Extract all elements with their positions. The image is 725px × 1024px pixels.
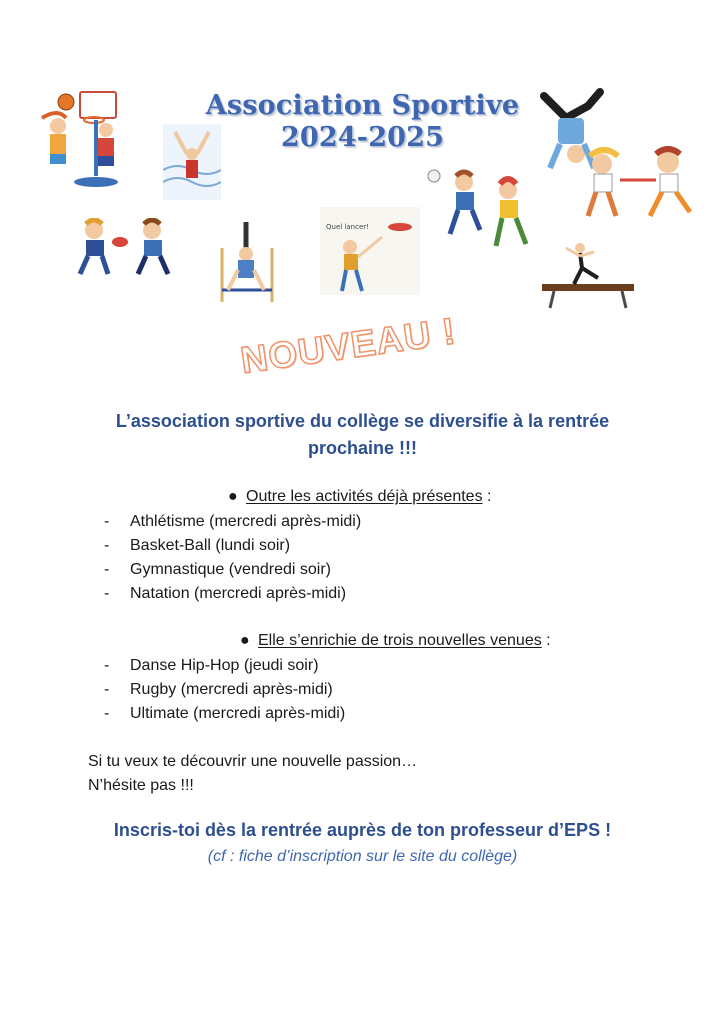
closing-line-2: N’hésite pas !!! [88,777,194,794]
gymnast-bar-clipart [216,218,278,302]
activity-athletisme: Athlétisme (mercredi après-midi) [130,513,362,530]
existing-heading-suffix: : [482,488,492,505]
handball-kids-clipart [424,160,542,252]
activity-hiphop: Danse Hip-Hop (jeudi soir) [130,657,319,674]
existing-heading-text: Outre les activités déjà présentes [246,488,483,505]
list-item: - Natation (mercredi après-midi) [104,585,347,602]
bullet-dot-icon: ● [240,632,250,649]
ultimate-frisbee-clipart [320,207,420,295]
list-item: - Basket-Ball (lundi soir) [104,537,291,554]
existing-activities-heading [228,488,491,506]
activity-basket: Basket-Ball (lundi soir) [130,537,291,554]
new-heading-suffix: : [541,632,551,649]
svg-text:Quel lancer!: Quel lancer! [326,223,369,231]
closing-line-1: Si tu veux te découvrir une nouvelle passion… [88,753,418,770]
list-item: - Rugby (mercredi après-midi) [104,681,333,698]
activity-gymnastique: Gymnastique (vendredi soir) [130,561,331,578]
nouveau-banner: NOUVEAU ! [238,310,459,382]
intro-line-2: prochaine !!! [307,438,417,458]
activity-natation: Natation (mercredi après-midi) [130,585,347,602]
relay-runners-clipart [580,146,700,226]
rugby-kids-clipart [72,218,180,278]
page-title: Association Sportive [205,90,520,121]
closing-text [88,750,417,798]
signup-note: (cf : fiche d’inscription sur le site du collège) [207,848,518,865]
activity-ultimate: Ultimate (mercredi après-midi) [130,705,346,722]
list-item: - Danse Hip-Hop (jeudi soir) [104,657,319,674]
basketball-clipart [36,86,132,190]
new-heading-text: Elle s’enrichie de trois nouvelles venues [258,632,542,649]
intro-line-1: L’association sportive du collège se diversifie à la rentrée [115,411,610,431]
balance-beam-clipart [540,238,636,310]
signup-call-to-action: Inscris-toi dès la rentrée auprès de ton professeur d’EPS ! [113,820,612,840]
swimmer-clipart [163,124,221,200]
new-activities-list [104,654,345,726]
new-activities-heading [240,632,551,650]
bullet-dot-icon: ● [228,488,238,505]
list-item: - Ultimate (mercredi après-midi) [104,705,346,722]
existing-activities-list [104,510,361,606]
list-item: - Athlétisme (mercredi après-midi) [104,513,362,530]
list-item: - Gymnastique (vendredi soir) [104,561,331,578]
page-subtitle-year: 2024-2025 [280,122,445,153]
intro-text [60,408,665,462]
activity-rugby: Rugby (mercredi après-midi) [130,681,333,698]
